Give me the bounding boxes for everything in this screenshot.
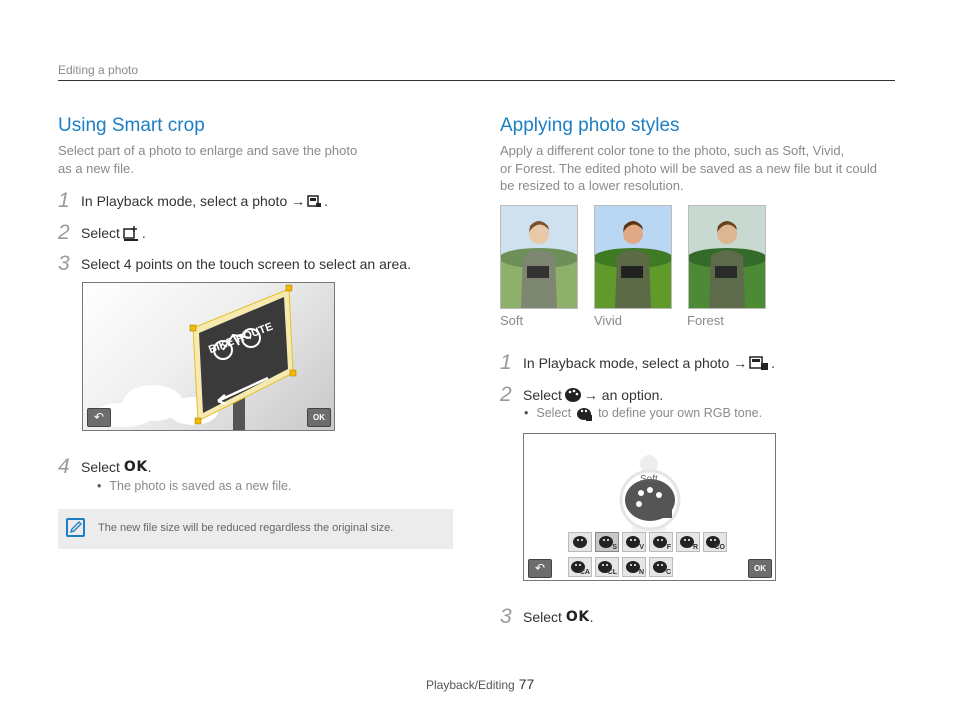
step-text: Select 4 points on the touch screen to select an area. [81, 256, 411, 272]
ok-button[interactable]: OK [307, 408, 331, 427]
selected-style-label: Soft [640, 474, 658, 485]
step-number: 3 [58, 252, 70, 275]
bullet-text: The photo is saved as a new file. [109, 479, 292, 493]
photo-forest [688, 205, 766, 309]
photo-soft [500, 205, 578, 309]
bullet-text: Select [536, 406, 575, 420]
smart-crop-title: Using Smart crop [58, 115, 205, 136]
style-option-vivid[interactable] [622, 532, 646, 552]
style-option-retro[interactable] [676, 532, 700, 552]
smart-crop-icon [122, 224, 140, 242]
edit-menu-icon [749, 355, 769, 371]
bullet-text: to define your own RGB tone. [594, 406, 763, 420]
sign-text: BIKE ROUTE [207, 320, 275, 357]
step-text: Select [81, 225, 120, 241]
step-number: 1 [58, 189, 70, 212]
crop-step-2 [58, 221, 146, 245]
tile-label: N [638, 569, 644, 576]
page-footer [426, 676, 534, 692]
step-number: 4 [58, 455, 70, 478]
note-pencil-icon [66, 518, 85, 537]
back-button[interactable]: ↶ [528, 559, 552, 578]
photo-style-screen [523, 433, 776, 581]
step-end: . [589, 609, 594, 625]
step-number: 1 [500, 351, 512, 374]
style-step-2 [500, 383, 663, 407]
ok-button[interactable]: OK [748, 559, 772, 578]
note-text: The new file size will be reduced regardless the original size. [98, 522, 394, 534]
header-rule [58, 80, 895, 81]
intro-line: as a new file. [58, 160, 134, 176]
step-number: 2 [500, 383, 512, 406]
intro-line: or Forest. The edited photo will be saved as a new file but it could [500, 160, 877, 176]
page-number: 77 [518, 676, 535, 692]
style-step-1 [500, 351, 775, 375]
step-number: 2 [58, 221, 70, 244]
man-with-camera-photo [501, 206, 577, 308]
step-text: In Playback mode, select a photo → [523, 355, 748, 371]
custom-rgb-palette-icon [577, 407, 593, 421]
footer-section: Playback/Editing [426, 678, 515, 692]
caption-soft: Soft [500, 313, 524, 328]
step-text: Select [523, 387, 562, 403]
step-text: Select [81, 459, 120, 475]
step-end: . [324, 193, 329, 209]
step-end: . [147, 459, 152, 475]
tile-label: S [612, 544, 617, 551]
intro-line: Select part of a photo to enlarge and save the photo [58, 143, 358, 158]
style-option-calm[interactable] [568, 557, 592, 577]
tile-label: F [666, 544, 671, 551]
tile-label: V [639, 544, 644, 551]
smart-crop-screen [82, 282, 335, 431]
section-header: Editing a photo [58, 63, 139, 77]
step-text: Select [523, 609, 562, 625]
caption-forest: Forest [687, 313, 724, 328]
tile-label: R [692, 544, 698, 551]
step-end: . [771, 355, 776, 371]
style-option-negative[interactable] [622, 557, 646, 577]
step-end: → an option. [583, 387, 664, 403]
style-step-2-bullet: • Select to define your own RGB tone. [524, 406, 763, 420]
crop-step-4-bullet: • The photo is saved as a new file. [97, 479, 292, 493]
style-option-soft[interactable] [595, 532, 619, 552]
style-step-3 [500, 605, 594, 629]
style-option-normal[interactable] [568, 532, 592, 552]
smart-crop-intro [58, 142, 357, 177]
note-box [58, 509, 453, 549]
ok-icon: OK [123, 459, 148, 475]
man-with-camera-photo [595, 206, 671, 308]
tile-label: CA [579, 569, 590, 576]
crop-step-1 [58, 189, 328, 213]
palette-icon [569, 533, 591, 551]
bike-route-sign-illustration [83, 283, 334, 430]
style-option-cool[interactable] [703, 532, 727, 552]
photo-styles-title: Applying photo styles [500, 115, 680, 136]
intro-line: be resized to a lower resolution. [500, 178, 684, 193]
photo-styles-intro [500, 142, 877, 195]
caption-vivid: Vivid [594, 313, 622, 328]
crop-step-4 [58, 455, 152, 479]
style-option-custom[interactable] [649, 557, 673, 577]
tile-label: CL [607, 569, 617, 576]
tile-label: C [665, 569, 671, 576]
step-text: In Playback mode, select a photo → [81, 193, 306, 209]
style-option-forest[interactable] [649, 532, 673, 552]
crop-step-3 [58, 252, 411, 276]
palette-icon [564, 387, 582, 403]
edit-menu-icon [307, 194, 322, 208]
step-number: 3 [500, 605, 512, 628]
intro-line: Apply a different color tone to the photo, such as Soft, Vivid, [500, 143, 845, 158]
step-end: . [141, 225, 146, 241]
back-button[interactable]: ↶ [87, 408, 111, 427]
photo-vivid [594, 205, 672, 309]
tile-label: CO [714, 544, 725, 551]
ok-icon: OK [565, 609, 590, 625]
style-option-classic[interactable] [595, 557, 619, 577]
man-with-camera-photo [689, 206, 765, 308]
